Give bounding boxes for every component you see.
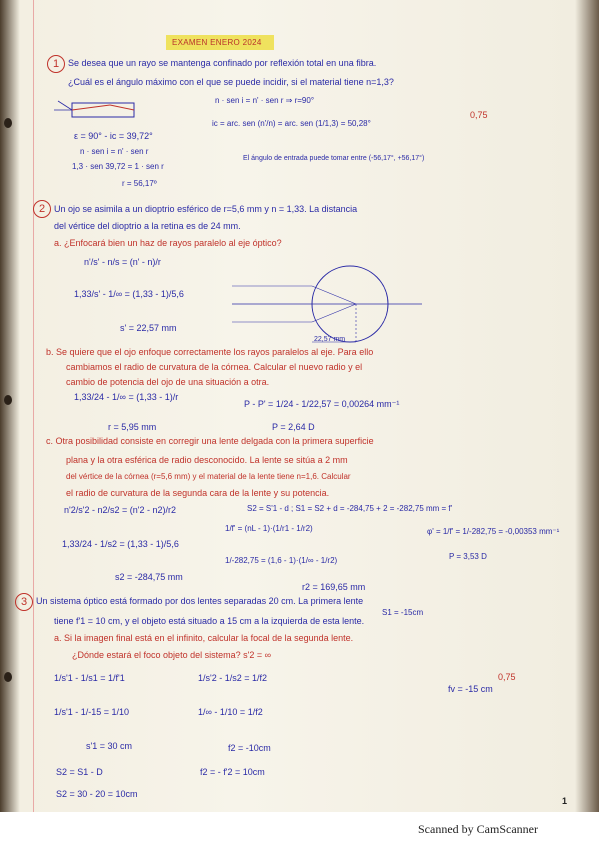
q3a-question-line1: a. Si la imagen final está en el infinito, calcular la focal de la segunda lente. [54, 633, 354, 643]
q3-lens2-sub: 1/∞ - 1/10 = 1/f2 [198, 707, 263, 717]
q2b-power-diff: P - P' = 1/24 - 1/22,57 = 0,00264 mm⁻¹ [244, 399, 400, 409]
margin-line [33, 0, 34, 812]
q3-lens2-formula: 1/s'2 - 1/s2 = 1/f2 [198, 673, 268, 683]
q1-snell-3: 1,3 · sen 39,72 = 1 · sen r [72, 162, 164, 171]
binder-hole [4, 395, 12, 405]
q2c-lensmaker: 1/f' = (nL - 1)·(1/r1 - 1/r2) [225, 524, 313, 533]
question-1-number: 1 [47, 55, 65, 73]
q3-lens1-formula: 1/s'1 - 1/s1 = 1/f'1 [54, 673, 125, 683]
q1-result-r: r = 56,17º [122, 179, 157, 188]
q3-score: 0,75 [498, 672, 516, 682]
q3-s2-result: S2 = 30 - 20 = 10cm [56, 789, 138, 799]
q2b-radius: r = 5,95 mm [108, 422, 157, 432]
page-number: 1 [562, 796, 568, 806]
exam-title: EXAMEN ENERO 2024 [172, 38, 262, 47]
q2c-question-line4: el radio de curvatura de la segunda cara de la lente y su potencia. [66, 488, 330, 498]
q3-statement-line2: tiene f'1 = 10 cm, y el objeto está situado a 15 cm a la izquierda de esta lente. [54, 616, 365, 626]
binder-hole [4, 118, 12, 128]
q3-fv: fv = -15 cm [448, 684, 493, 694]
q2b-formula: 1,33/24 - 1/∞ = (1,33 - 1)/r [74, 392, 179, 402]
q2b-question-line1: b. Se quiere que el ojo enfoque correctamente los rayos paralelos al eje. Para ello [46, 347, 374, 357]
q3-statement-line1: Un sistema óptico está formado por dos lentes separadas 20 cm. La primera lente [36, 596, 364, 606]
q2c-s2-result: s2 = -284,75 mm [115, 572, 183, 582]
q2c-r2-result: r2 = 169,65 mm [302, 582, 366, 592]
q1-statement-line1: Se desea que un rayo se mantenga confinado por reflexión total en una fibra. [68, 58, 377, 68]
q2a-result: s' = 22,57 mm [120, 323, 177, 333]
q3-f2-focal: f2 = - f'2 = 10cm [200, 767, 265, 777]
q2a-substitution: 1,33/s' - 1/∞ = (1,33 - 1)/5,6 [74, 289, 184, 299]
q2c-substitution: 1,33/24 - 1/s2 = (1,33 - 1)/5,6 [62, 539, 179, 549]
q3-f2-result: f2 = -10cm [228, 743, 271, 753]
q2b-power: P = 2,64 D [272, 422, 315, 432]
q2b-question-line3: cambio de potencia del ojo de una situación a otra. [66, 377, 270, 387]
eye-diagram-label: 22,57 mm [314, 336, 346, 343]
question-3-number: 3 [15, 593, 33, 611]
q1-critical-angle: ic = arc. sen (n'/n) = arc. sen (1/1,3) = 50,28° [212, 119, 371, 128]
q2b-question-line2: cambiamos el radio de curvatura de la córnea. Calcular el nuevo radio y el [66, 362, 363, 372]
binder-hole [4, 672, 12, 682]
q2c-power-calc: φ' = 1/f' = 1/-282,75 = -0,00353 mm⁻¹ [427, 527, 560, 536]
q3-s1-result: s'1 = 30 cm [86, 741, 132, 751]
q3-lens1-sub: 1/s'1 - 1/-15 = 1/10 [54, 707, 130, 717]
q3-object-note: S1 = -15cm [382, 608, 424, 617]
q2-statement-line1: Un ojo se asimila a un dioptrio esférico de r=5,6 mm y n = 1,33. La distancia [54, 204, 358, 214]
q2c-object-distance: S2 = S'1 - d ; S1 = S2 + d = -284,75 + 2 = -282,75 mm = f' [247, 504, 453, 513]
question-2-number: 2 [33, 200, 51, 218]
fiber-sketch [50, 97, 150, 123]
q1-snell-2: n · sen i = n' · sen r [80, 147, 149, 156]
q2-statement-line2: del vértice del dioptrio a la retina es de 24 mm. [54, 221, 241, 231]
q1-range-note: El ángulo de entrada puede tomar entre (-56,17°, +56,17°) [243, 155, 425, 162]
q1-score: 0,75 [470, 110, 488, 120]
q1-statement-line2: ¿Cuál es el ángulo máximo con el que se puede incidir, si el material tiene n=1,3? [68, 77, 394, 87]
q2c-formula: n'2/s'2 - n2/s2 = (n'2 - n2)/r2 [64, 505, 176, 515]
q3-s2-formula: S2 = S1 - D [56, 767, 103, 777]
q2c-question-line3: del vértice de la córnea (r=5,6 mm) y el material de la lente tiene n=1,6. Calcular [66, 472, 351, 481]
q2c-question-line2: plana y la otra esférica de radio desconocido. La lente se sitúa a 2 mm [66, 455, 348, 465]
q1-snell-line: n · sen i = n' · sen r ⇒ r=90° [215, 96, 315, 105]
q2a-question: a. ¿Enfocará bien un haz de rayos paralelo al eje óptico? [54, 238, 282, 248]
q1-epsilon: ε = 90° - ic = 39,72° [74, 131, 153, 141]
q2c-lensmaker-sub: 1/-282,75 = (1,6 - 1)·(1/∞ - 1/r2) [225, 556, 338, 565]
q3a-question-line2: ¿Dónde estará el foco objeto del sistema? s'2 = ∞ [72, 650, 271, 660]
q2a-formula: n'/s' - n/s = (n' - n)/r [84, 257, 161, 267]
exam-title-highlight [166, 35, 274, 50]
q2c-power-result: P = 3,53 D [449, 552, 487, 561]
q2c-question-line1: c. Otra posibilidad consiste en corregir una lente delgada con la primera superficie [46, 436, 374, 446]
scanner-watermark: Scanned by CamScanner [418, 822, 538, 836]
